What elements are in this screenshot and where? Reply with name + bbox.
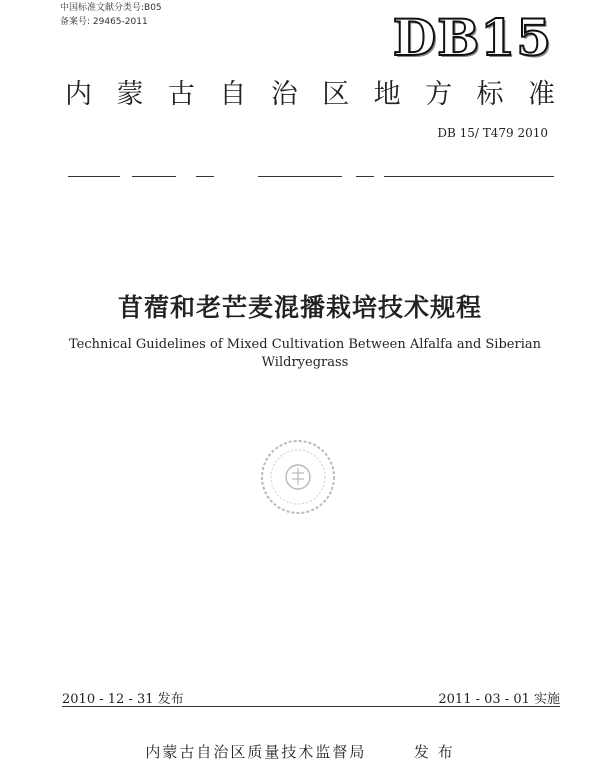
db15-logo: DB15: [392, 8, 552, 67]
official-seal-icon: [258, 437, 338, 517]
document-title-chinese: 苜蓿和老芒麦混播栽培技术规程: [117, 293, 482, 322]
publish-date: 2010 - 12 - 31 发布: [62, 692, 184, 707]
header-divider: [356, 176, 374, 177]
standard-title-char: 区: [322, 79, 350, 110]
header-divider: [384, 176, 554, 177]
record-number: 备案号: 29465-2011: [60, 17, 148, 27]
standard-number: DB 15/ T479 2010: [437, 126, 548, 140]
standard-title-char: 自: [219, 79, 247, 110]
standard-title-char: 地: [373, 79, 401, 110]
english-title-line: Wildryegrass: [261, 355, 349, 370]
standard-title-char: 准: [527, 79, 555, 110]
document-title-english: [60, 336, 550, 372]
issuer-action: 发 布: [413, 743, 455, 761]
standard-type-title: [65, 72, 555, 111]
standard-title-char: 治: [270, 79, 298, 110]
standard-title-char: 标: [476, 79, 504, 110]
implementation-date: 2011 - 03 - 01 实施: [438, 692, 560, 707]
standard-title-char: 方: [425, 79, 453, 110]
standard-title-char: 古: [167, 79, 195, 110]
classification-code: 中国标准文献分类号:B05: [60, 3, 162, 13]
header-divider: [132, 176, 176, 177]
header-divider: [196, 176, 214, 177]
english-title-line: Technical Guidelines of Mixed Cultivation Between Alfalfa and Siberian: [69, 337, 541, 352]
issuing-authority: [0, 741, 600, 762]
standard-title-char: 蒙: [116, 79, 144, 110]
header-divider: [258, 176, 342, 177]
standard-title-char: 内: [65, 79, 92, 110]
header-divider: [68, 176, 120, 177]
issuer-name: 内蒙古自治区质量技术监督局: [145, 743, 367, 761]
